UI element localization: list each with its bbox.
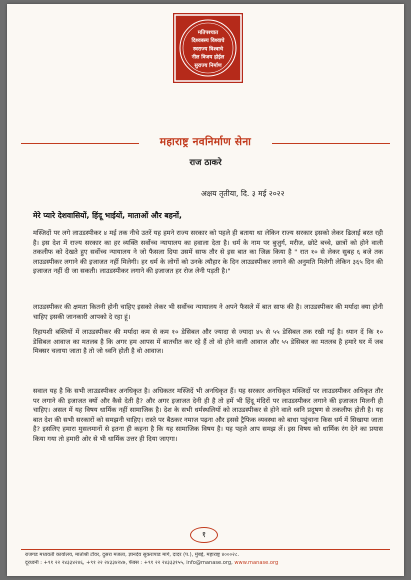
- letter-paragraph: मस्जिदों पर लगे लाउडस्पीकर ४ मई तक नीचे उतरें यह हमने राज्य सरकार को पहले ही बताया था लेकिन राज्य सरकार इसको लेकर ढिलाई बरत रही है। इस देश में राज्य सरकार का हर व्यक्ति सर्वोच्च न्यायालय का हवाला देता है। धर्म के नाम पर बुजुर्ग, मरीज, छोटे बच्चे, छात्रों को होने वाली तकलीफ को देखते हुए सर्वोच्च न्यायालय ने जो फैसला दिया उसमें साफ तौर से इस बात का जिक्र किया है " रात १० से लेकर सुबह ६ बजे तक लाउडस्पीकर लगाने की इजाजत नहीं मिलेगी। हर धर्म के लोगों को उनके त्यौहार के दिन लाउडस्पीकर लगाने की अनुमति मिलेगी लेकिन ३६५ दिन की इजाजत नहीं दी जा सकती। लाउडस्पीकर लगाने की इजाजत हर रोज लेनी पड़ती है।": [33, 229, 383, 276]
- letterhead: [7, 4, 404, 90]
- emblem-text-line: मतिपश्चात: [197, 30, 219, 36]
- letter-paragraph: रिहायशी बस्तियों में लाउडस्पीकर की मर्यादा कम से कम १० डेसिबल और ज्यादा से ज्यादा ४५ से ५५ डेसिबल तक रखी गई है। ध्यान दें कि १० डेसिबल आवाज का मतलब है कि अगर हम आपस में बातचीत कर रहे हैं तो वो होने वाली आवाज और ५५ डेसिबल का मतलब है हमारे घर में जब मिक्सर चलाया जाता है तो जो ध्वनि होती है वो आवाज।: [33, 328, 383, 356]
- page-number: १: [190, 527, 218, 543]
- emblem-text-line: नील विजय होईल: [191, 54, 225, 61]
- letter-date: अक्षय तृतीया, दि. ३ मई २०२२: [201, 189, 285, 198]
- footer-contact: [25, 560, 387, 568]
- footer-divider: [21, 549, 390, 550]
- party-name: महाराष्ट्र नवनिर्माण सेना: [159, 136, 252, 148]
- letter-salutation: मेरे प्यारे देशवासियों, हिंदू भाईयों, माताओं और बहनों,: [33, 211, 182, 220]
- footer-contact-details: दूरध्वनी : +९१ २२ २४३३४२४६, +९१ २२ २४३३४२४७, फॅक्स : +९१ २२ २४३३३१५५, info@manase.org,: [25, 560, 233, 566]
- footer-address: राजगड मध्यवर्ती कार्यालय, मातोश्री टॉवर, दुसरा मजला, ज्ञानदेव सुकरापाड मार्ग, दादर (प.), मुंबई, महाराष्ट्र ४०००२८.: [25, 552, 240, 558]
- emblem-text-line: दिश्वबस्य विश्वाचे: [191, 38, 225, 45]
- footer-website-link[interactable]: www.manase.org: [234, 560, 279, 566]
- letter-paragraph: लाउडस्पीकर की क्षमता कितनी होनी चाहिए इसको लेकर भी सर्वोच्च न्यायालय ने अपने फैसले में बात साफ की है। लाउडस्पीकर की मर्यादा क्या होनी चाहिए इसकी जानकारी आपको दे रहा हूं।: [33, 303, 383, 321]
- emblem-text-line: सुराज्य निर्माण: [194, 62, 222, 69]
- letter-paragraph: सवाल यह है कि सभी लाउडस्पीकर अनधिकृत है। अधिकतर मस्जिदें भी अनधिकृत हैं। यह सरकार अनधिकृत मस्जिदों पर लाउडस्पीकर अधिकृत तौर पर लगाने की इजाजत क्यों और कैसे देती है? और अगर इजाजत देनी ही है तो हमें भी हिंदू मंदिरों पर लाउडस्पीकर लगाने की इजाजत मिलनी ही चाहिए। असल में यह विषय धार्मिक नहीं सामाजिक है। देश के सभी धर्मस्थलियों को लाउडस्पीकर से होने वाले ध्वनि प्रदूषण से तकलीफ होती है। यह बात देश की सभी सरकारों को समझनी चाहिए। रास्ते पर बैठकर नमाज पढ़ना और इससे ट्रैफिक व्यवस्था को बाधा पहुंचाना किस धर्म में सिखाया जाता है? इसलिए हमारा मुसलमानों से इतना ही कहना है कि यह सामाजिक विषय है। यह पहले आप समझ लें। इस विषय को धार्मिक रंग देने का प्रयास किया गया तो हमारी ओर से भी धार्मिक उत्तर ही दिया जाएगा।: [33, 387, 383, 443]
- leader-name: राज ठाकरे: [189, 158, 222, 168]
- letter-page: [7, 4, 404, 576]
- emblem-text-line: स्वराज्य विश्वाचे: [192, 46, 224, 53]
- letterhead-title: [7, 135, 404, 149]
- party-emblem-seal: [172, 12, 244, 84]
